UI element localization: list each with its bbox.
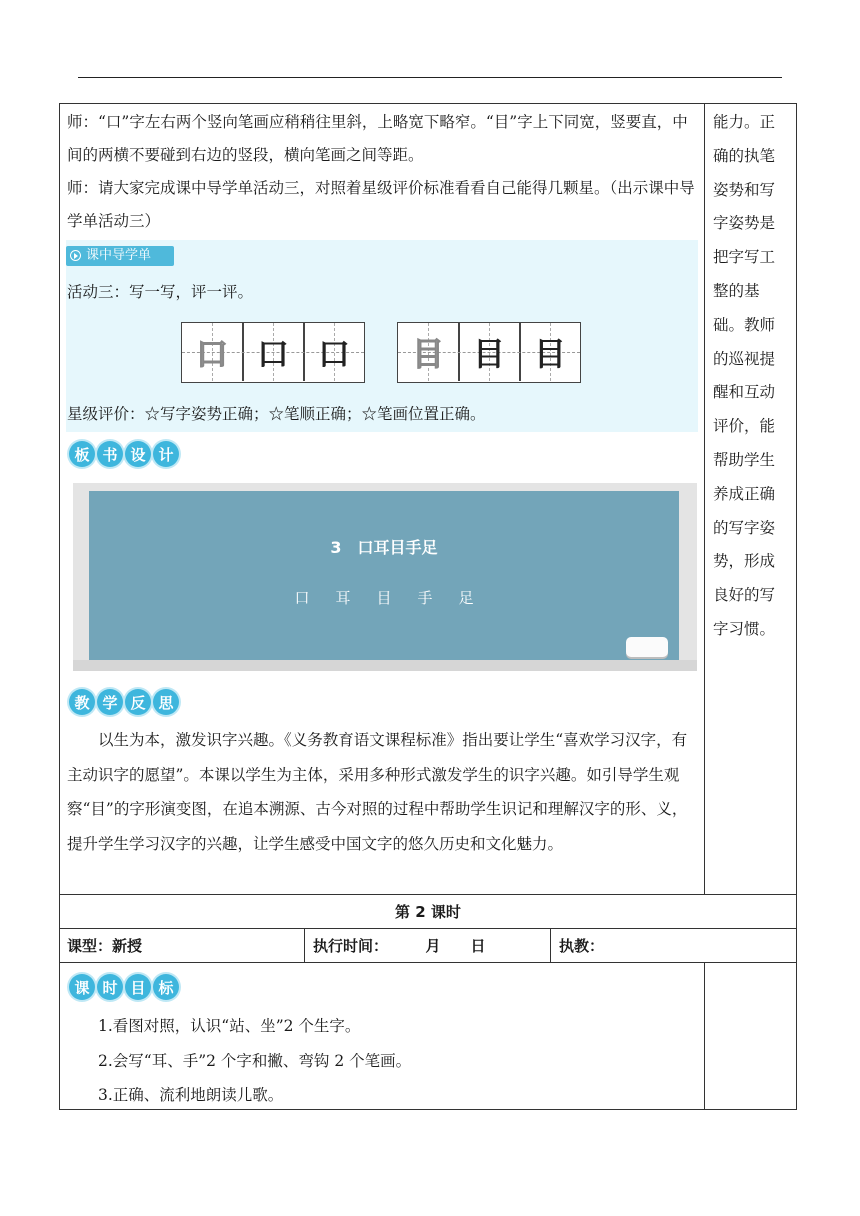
column-divider [704, 962, 705, 1110]
teacher-speech-2: 师：请大家完成课中导学单活动三，对照着星级评价标准看看自己能得几颗星。（出示课中导学单活动三） [67, 179, 695, 230]
blackboard-ledge [73, 660, 697, 671]
column-divider [704, 103, 705, 895]
board-title: 3 口耳目手足 [330, 538, 438, 557]
grid-char: 目 [411, 335, 444, 373]
blackboard [89, 491, 679, 661]
lesson-type: 课型：新授 [67, 937, 143, 955]
teacher-speech-1: 师：“口”字左右两个竖向笔画应稍稍往里斜，上略宽下略窄。“目”字上下同宽，竖要直，中间的两横不要碰到右边的竖段，横向笔画之间等距。 [67, 113, 688, 164]
teacher-speech-block [67, 106, 697, 238]
activity-title: 活动三：写一写，评一评。 [67, 283, 254, 301]
guide-sheet-tag: 课中导学单 [66, 246, 174, 266]
goal-item: 2.会写“耳、手”2 个字和撇、弯钩 2 个笔画。 [98, 1051, 412, 1070]
lesson-goals-list [98, 1009, 698, 1113]
grid-char: 目 [472, 335, 505, 373]
reflection-text: 以生为本，激发识字兴趣。《义务教育语文课程标准》指出要让学生“喜欢学习汉字，有主动识字的愿望”。本课以学生为主体，采用多种形式激发学生的识字兴趣。如引导学生观察“目”的字形演变图，在追本溯源、古今对照的过程中帮助学生识记和理解汉字的形、义，提升学生学习汉字的兴趣，让学生感受中国文字的悠久历史和文化魅力。 [67, 731, 688, 853]
cell-divider [304, 928, 305, 962]
side-note: 能力。正确的执笔姿势和写字姿势是把字写工整的基础。教师的巡视提醒和互动评价，能帮助学生养成正确的写字姿势，形成良好的写字习惯。 [713, 113, 776, 638]
board-design-badge: 板 书 设 计 [69, 441, 179, 467]
star-rating-criteria: 星级评价：☆写字姿势正确；☆笔顺正确；☆笔画位置正确。 [67, 405, 486, 423]
teacher-label: 执教： [559, 937, 605, 955]
board-chars: 口耳目手足 [294, 589, 500, 607]
goal-item: 3.正确、流利地朗读儿歌。 [98, 1086, 284, 1104]
execution-time: 执行时间： 月 日 [313, 937, 486, 955]
goal-item: 1.看图对照，认识“站、坐”2 个生字。 [98, 1017, 361, 1035]
writing-grid-kou [181, 322, 365, 383]
lesson-goals-badge: 课 时 目 标 [69, 974, 179, 1000]
grid-char: 目 [533, 335, 566, 373]
grid-char: 口 [256, 335, 289, 373]
grid-char: 口 [317, 335, 350, 373]
header-rule [78, 77, 782, 78]
lesson-2-heading: 第 2 课时 [395, 903, 461, 921]
eraser-icon [626, 637, 668, 657]
grid-char: 口 [195, 335, 228, 373]
reflection-badge: 教 学 反 思 [69, 689, 179, 715]
cell-divider [550, 928, 551, 962]
writing-grid-mu [397, 322, 581, 383]
play-circle-icon [70, 250, 81, 261]
